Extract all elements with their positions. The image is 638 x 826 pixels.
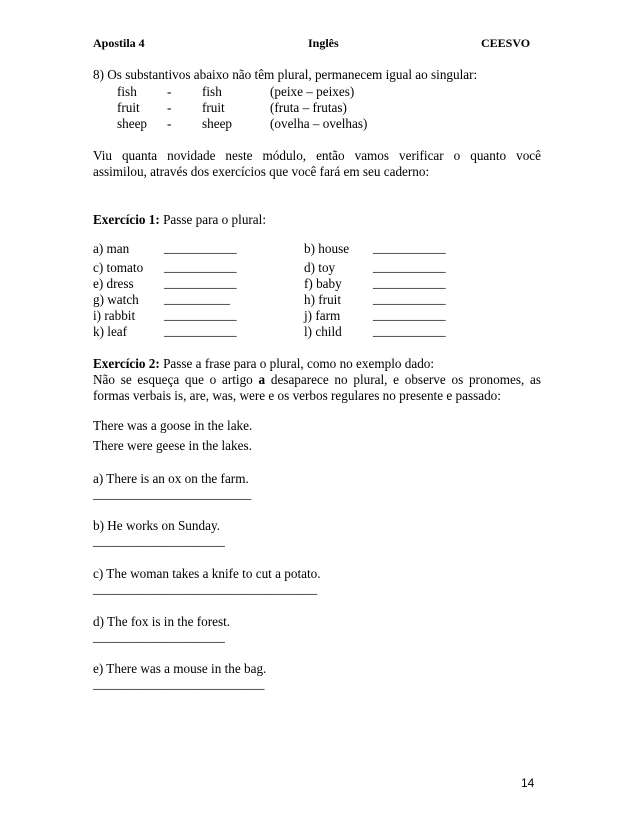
exercise-item: l) child (304, 324, 342, 339)
sentence-answer-blank: ____________________ (93, 629, 225, 644)
row-translation: (peixe – peixes) (270, 84, 355, 99)
row-plural: fruit (202, 100, 225, 115)
row-translation: (ovelha – ovelhas) (270, 116, 368, 131)
exercise1-label: Exercício 1: (93, 212, 160, 227)
exercise-item: k) leaf (93, 324, 128, 339)
exercise2-note-line-2: formas verbais is, are, was, were e os verbos regulares no presente e passado: (93, 388, 501, 403)
sentence-answer-blank: ____________________ (93, 533, 225, 548)
page-number: 14 (521, 776, 535, 790)
note-text: Não se esqueça que o artigo (93, 372, 259, 387)
sentence-answer-blank: __________________________ (93, 676, 265, 691)
exercise2-note-line-1 (93, 372, 541, 388)
example-plural: There were geese in the lakes. (93, 438, 252, 453)
row-dash: - (167, 116, 172, 131)
intro-line-2: assimilou, através dos exercícios que você fará em seu caderno: (93, 164, 430, 179)
answer-blank: ___________ (164, 323, 237, 338)
row-singular: sheep (117, 116, 148, 131)
answer-blank: ___________ (373, 323, 446, 338)
row-singular: fruit (117, 100, 140, 115)
sentence: a) There is an ox on the farm. (93, 471, 249, 486)
exercise-item: a) man (93, 241, 130, 256)
exercise-item: f) baby (304, 276, 342, 291)
note-article: a (258, 372, 266, 387)
exercise1-instruction: Passe para o plural: (159, 212, 266, 227)
sentence: b) He works on Sunday. (93, 518, 220, 533)
answer-blank: ___________ (164, 240, 237, 255)
row-dash: - (167, 100, 172, 115)
exercise2-label: Exercício 2: (93, 356, 160, 371)
intro-line-1: Viu quanta novidade neste módulo, então vamos verificar o quanto você (93, 148, 541, 163)
row-translation: (fruta – frutas) (270, 100, 347, 115)
sentence: e) There was a mouse in the bag. (93, 661, 267, 676)
answer-blank: __________ (164, 291, 230, 306)
answer-blank: ___________ (373, 240, 446, 255)
exercise-item: j) farm (304, 308, 341, 323)
exercise-item: d) toy (304, 260, 336, 275)
row-singular: fish (117, 84, 137, 99)
sentence-answer-blank: __________________________________ (93, 581, 318, 596)
answer-blank: ___________ (373, 291, 446, 306)
exercise-item: i) rabbit (93, 308, 136, 323)
exercise-item: c) tomato (93, 260, 144, 275)
header-center: Inglês (308, 36, 339, 50)
answer-blank: ___________ (164, 307, 237, 322)
exercise2-heading (93, 356, 434, 372)
note-text: desaparece no plural, e observe os pronomes, as (265, 372, 541, 387)
row-plural: sheep (202, 116, 233, 131)
sentence-answer-blank: ________________________ (93, 486, 252, 501)
answer-blank: ___________ (373, 307, 446, 322)
example-singular: There was a goose in the lake. (93, 418, 253, 433)
sentence: c) The woman takes a knife to cut a potato. (93, 566, 321, 581)
section8-title: 8) Os substantivos abaixo não têm plural, permanecem igual ao singular: (93, 67, 478, 82)
exercise-item: e) dress (93, 276, 134, 291)
answer-blank: ___________ (164, 259, 237, 274)
answer-blank: ___________ (373, 259, 446, 274)
exercise-item: g) watch (93, 292, 139, 307)
sentence: d) The fox is in the forest. (93, 614, 231, 629)
answer-blank: ___________ (164, 275, 237, 290)
exercise2-instruction: Passe a frase para o plural, como no exemplo dado: (159, 356, 435, 371)
header-right: CEESVO (481, 36, 531, 50)
header-left: Apostila 4 (93, 36, 145, 50)
exercise1-heading (93, 212, 266, 228)
exercise-item: b) house (304, 241, 350, 256)
exercise-item: h) fruit (304, 292, 341, 307)
row-plural: fish (202, 84, 222, 99)
answer-blank: ___________ (373, 275, 446, 290)
row-dash: - (167, 84, 172, 99)
